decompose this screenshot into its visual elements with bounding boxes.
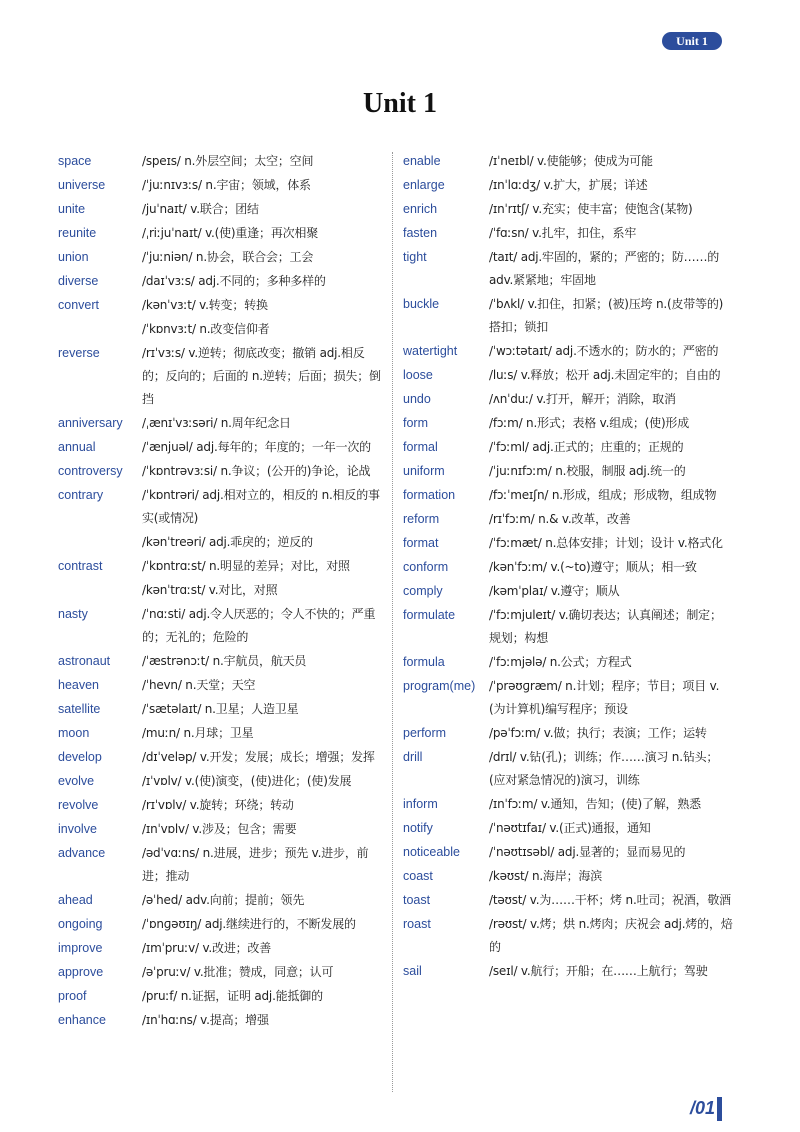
vocab-definition: /ˈjuːnɪvɜːs/ n.宇宙；领域，体系 — [142, 178, 311, 192]
vocab-word: comply — [403, 584, 443, 598]
vocab-entry — [58, 294, 388, 317]
vocab-definition: /ˈbʌkl/ v.扣住，扣紧；(被)压垮 n.(皮带等的)搭扣；锁扣 — [489, 297, 724, 334]
vocab-word: contrary — [58, 488, 104, 502]
vocab-word: enlarge — [403, 178, 445, 192]
vocab-definition: /ˈkɒntrɑːst/ n.明显的差异；对比，对照 — [142, 559, 350, 573]
vocab-entry — [58, 985, 388, 1008]
vocab-entry — [403, 508, 733, 531]
vocab-word: improve — [58, 941, 103, 955]
vocab-definition: /ˈwɔːtətaɪt/ adj.不透水的；防水的；严密的 — [489, 344, 719, 358]
vocab-definition: /rɪˈfɔːm/ n.& v.改革，改善 — [489, 512, 631, 526]
vocab-word: enable — [403, 154, 441, 168]
vocab-entry — [403, 913, 733, 959]
vocab-definition: /ˈnɑːsti/ adj.令人厌恶的；令人不快的；严重的；无礼的；危险的 — [142, 607, 376, 644]
vocab-entry — [403, 960, 733, 983]
vocab-word: heaven — [58, 678, 100, 692]
vocab-entry — [58, 913, 388, 936]
vocab-word: formal — [403, 440, 438, 454]
vocab-entry — [403, 580, 733, 603]
vocab-entry — [58, 937, 388, 960]
vocab-word: reverse — [58, 346, 100, 360]
vocab-entry — [58, 842, 388, 888]
vocab-word: satellite — [58, 702, 101, 716]
vocab-entry — [403, 246, 733, 292]
vocab-entry — [403, 889, 733, 912]
vocab-word: nasty — [58, 607, 88, 621]
vocab-entry — [403, 412, 733, 435]
vocab-definition: /fɔːm/ n.形式；表格 v.组成；(使)形成 — [489, 416, 690, 430]
vocab-word: noticeable — [403, 845, 460, 859]
vocab-word: universe — [58, 178, 106, 192]
vocab-definition: /pəˈfɔːm/ v.做；执行；表演；工作；运转 — [489, 726, 707, 740]
vocab-definition: /ˌænɪˈvɜːsəri/ n.周年纪念日 — [142, 416, 291, 430]
vocab-definition: /ˈnəʊtɪsəbl/ adj.显著的；显而易见的 — [489, 845, 686, 859]
vocab-definition: /rəʊst/ v.烤；烘 n.烤肉；庆祝会 adj.烤的，焙的 — [489, 917, 733, 954]
vocab-word: moon — [58, 726, 90, 740]
vocab-word: contrast — [58, 559, 103, 573]
vocab-entry — [58, 1009, 388, 1032]
vocab-entry — [58, 603, 388, 649]
vocab-entry — [58, 961, 388, 984]
vocab-word: involve — [58, 822, 97, 836]
vocab-entry — [403, 556, 733, 579]
vocab-entry — [58, 794, 388, 817]
column-divider — [392, 152, 393, 1092]
vocab-entry — [403, 222, 733, 245]
vocab-word: sail — [403, 964, 422, 978]
vocab-word: convert — [58, 298, 99, 312]
vocab-definition: /ˈhevn/ n.天堂；天空 — [142, 678, 256, 692]
vocab-entry — [403, 388, 733, 411]
vocab-definition: /ˈjuːnɪfɔːm/ n.校服，制服 adj.统一的 — [489, 464, 686, 478]
vocab-definition: /ɪnˈvɒlv/ v.涉及；包含；需要 — [142, 822, 297, 836]
vocab-word: proof — [58, 989, 87, 1003]
vocab-word: ongoing — [58, 917, 103, 931]
vocab-entry — [403, 746, 733, 792]
vocab-definition: /muːn/ n.月球；卫星 — [142, 726, 254, 740]
vocab-word: revolve — [58, 798, 99, 812]
vocab-entry — [58, 698, 388, 721]
vocab-definition: /ˈnəʊtɪfaɪ/ v.(正式)通报，通知 — [489, 821, 651, 835]
vocab-word: astronaut — [58, 654, 111, 668]
vocab-word: evolve — [58, 774, 95, 788]
vocab-word — [58, 579, 142, 602]
vocab-entry — [403, 865, 733, 888]
vocab-entry — [58, 818, 388, 841]
vocab-word: anniversary — [58, 416, 123, 430]
vocab-word: advance — [58, 846, 106, 860]
vocab-definition: /ˌriːjuˈnaɪt/ v.(使)重逢；再次相聚 — [142, 226, 319, 240]
vocab-entry — [403, 150, 733, 173]
vocab-definition: /speɪs/ n.外层空间；太空；空间 — [142, 154, 314, 168]
vocab-definition: /drɪl/ v.钻(孔)；训练；作……演习 n.钻头；(应对紧急情况的)演习，训练 — [489, 750, 719, 787]
vocab-definition: /ˈkɒnvɜːt/ n.改变信仰者 — [142, 322, 270, 336]
vocab-word: undo — [403, 392, 431, 406]
vocab-word: loose — [403, 368, 433, 382]
page-title: Unit 1 — [363, 88, 437, 119]
vocab-definition: /fɔːˈmeɪʃn/ n.形成，组成；形成物，组成物 — [489, 488, 717, 502]
vocab-entry — [403, 532, 733, 555]
vocab-definition: /ˈfɑːsn/ v.扎牢，扣住，系牢 — [489, 226, 637, 240]
vocab-word: formulate — [403, 608, 456, 622]
vocab-definition: /ˈfɔːml/ adj.正式的；庄重的；正规的 — [489, 440, 684, 454]
vocab-word: approve — [58, 965, 104, 979]
vocab-word: reunite — [58, 226, 97, 240]
vocab-entry — [58, 436, 388, 459]
vocab-definition: /juˈnaɪt/ v.联合；团结 — [142, 202, 259, 216]
vocab-word: perform — [403, 726, 447, 740]
vocab-entry — [403, 293, 733, 339]
vocab-entry — [58, 412, 388, 435]
vocab-entry — [58, 150, 388, 173]
vocab-definition: /ˈænjuəl/ adj.每年的；年度的；一年一次的 — [142, 440, 371, 454]
vocab-definition: /ɪnˈhɑːns/ v.提高；增强 — [142, 1013, 269, 1027]
vocab-definition: /təʊst/ v.为……干杯；烤 n.吐司；祝酒，敬酒 — [489, 893, 731, 907]
vocab-definition: /kəʊst/ n.海岸；海滨 — [489, 869, 603, 883]
vocab-definition: /ˈæstrənɔːt/ n.宇航员，航天员 — [142, 654, 307, 668]
vocab-entry — [403, 604, 733, 650]
vocab-definition: /ɪˈneɪbl/ v.使能够；使成为可能 — [489, 154, 653, 168]
vocab-word: inform — [403, 797, 438, 811]
vocab-word — [58, 531, 142, 554]
vocab-word: roast — [403, 917, 431, 931]
vocab-entry — [403, 198, 733, 221]
vocab-word: formation — [403, 488, 456, 502]
vocab-definition: /ˈkɒntrəri/ adj.相对立的，相反的 n.相反的事实(或情况) — [142, 488, 380, 525]
vocab-definition: /ʌnˈduː/ v.打开，解开；消除，取消 — [489, 392, 676, 406]
vocab-entry — [58, 174, 388, 197]
right-vocab-column — [403, 150, 733, 984]
vocab-word: notify — [403, 821, 433, 835]
vocab-word: ahead — [58, 893, 93, 907]
vocab-entry — [58, 889, 388, 912]
vocab-entry — [58, 531, 388, 554]
vocab-definition: /ɪnˈfɔːm/ v.通知，告知；(使)了解，熟悉 — [489, 797, 701, 811]
vocab-definition: /ˈkɒntrəvɜːsi/ n.争议；(公开的)争论，论战 — [142, 464, 371, 478]
vocab-definition: /seɪl/ v.航行；开船；在……上航行；驾驶 — [489, 964, 708, 978]
vocab-entry — [58, 270, 388, 293]
vocab-word: annual — [58, 440, 96, 454]
vocab-word: program(me) — [403, 679, 476, 693]
vocab-definition: /ˈfɔːmjuleɪt/ v.确切表达；认真阐述；制定；规划；构想 — [489, 608, 722, 645]
vocab-definition: /ˈɒnɡəʊɪŋ/ adj.继续进行的，不断发展的 — [142, 917, 356, 931]
vocab-definition: /kənˈtreəri/ adj.乖戾的；逆反的 — [142, 535, 313, 549]
vocab-definition: /ˈprəʊɡræm/ n.计划；程序；节目；项目 v.(为计算机)编写程序；预设 — [489, 679, 720, 716]
vocab-word: uniform — [403, 464, 445, 478]
vocab-entry — [403, 436, 733, 459]
left-vocab-column — [58, 150, 388, 1033]
vocab-entry — [58, 460, 388, 483]
vocab-word: drill — [403, 750, 423, 764]
vocab-definition: /ˈfɔːmæt/ n.总体安排；计划；设计 v.格式化 — [489, 536, 723, 550]
vocab-definition: /rɪˈvɒlv/ v.旋转；环绕；转动 — [142, 798, 294, 812]
vocab-definition: /kənˈtrɑːst/ v.对比，对照 — [142, 583, 278, 597]
unit-tab: Unit 1 — [662, 32, 722, 50]
vocab-word: space — [58, 154, 92, 168]
vocab-definition: /əˈhed/ adv.向前；提前；领先 — [142, 893, 305, 907]
vocab-definition: /əˈpruːv/ v.批准；赞成，同意；认可 — [142, 965, 334, 979]
vocab-entry — [58, 674, 388, 697]
vocab-definition: /ɪmˈpruːv/ v.改进；改善 — [142, 941, 272, 955]
vocab-definition: /dɪˈveləp/ v.开发；发展；成长；增强；发挥 — [142, 750, 375, 764]
vocab-word: coast — [403, 869, 433, 883]
vocab-word: union — [58, 250, 89, 264]
vocab-definition: /ˈfɔːmjələ/ n.公式；方程式 — [489, 655, 632, 669]
vocab-word: tight — [403, 250, 427, 264]
vocab-word: conform — [403, 560, 449, 574]
vocab-entry — [403, 722, 733, 745]
vocab-word — [58, 318, 142, 341]
vocab-entry — [403, 364, 733, 387]
vocab-definition: /rɪˈvɜːs/ v.逆转；彻底改变；撤销 adj.相反的；反向的；后面的 n.逆转；后面；损失；倒挡 — [142, 346, 381, 406]
vocab-word: unite — [58, 202, 86, 216]
vocab-word: fasten — [403, 226, 438, 240]
vocab-entry — [403, 340, 733, 363]
vocab-word: enrich — [403, 202, 438, 216]
vocab-word: diverse — [58, 274, 99, 288]
vocab-entry — [403, 793, 733, 816]
vocab-definition: /ˈsætəlaɪt/ n.卫星；人造卫星 — [142, 702, 299, 716]
page-number-bar — [717, 1097, 722, 1121]
vocab-word: reform — [403, 512, 440, 526]
vocab-entry — [403, 174, 733, 197]
vocab-word: controversy — [58, 464, 123, 478]
vocab-entry — [58, 246, 388, 269]
vocab-entry — [58, 722, 388, 745]
vocab-entry — [58, 484, 388, 530]
vocab-definition: /taɪt/ adj.牢固的，紧的；严密的；防……的 adv.紧紧地；牢固地 — [489, 250, 720, 287]
vocab-definition: /kəmˈplaɪ/ v.遵守；顺从 — [489, 584, 620, 598]
vocab-word: toast — [403, 893, 431, 907]
vocab-definition: /luːs/ v.释放；松开 adj.未固定牢的；自由的 — [489, 368, 721, 382]
vocab-word: buckle — [403, 297, 440, 311]
vocab-definition: /ədˈvɑːns/ n.进展，进步；预先 v.进步，前进；推动 — [142, 846, 369, 883]
vocab-entry — [58, 650, 388, 673]
vocab-entry — [58, 579, 388, 602]
vocab-entry — [58, 318, 388, 341]
vocab-entry — [403, 817, 733, 840]
vocab-word: enhance — [58, 1013, 106, 1027]
vocab-word: format — [403, 536, 439, 550]
vocab-definition: /ˈjuːniən/ n.协会，联合会；工会 — [142, 250, 314, 264]
vocab-entry — [58, 555, 388, 578]
vocab-entry — [403, 651, 733, 674]
vocab-definition: /pruːf/ n.证据，证明 adj.能抵御的 — [142, 989, 323, 1003]
vocab-entry — [58, 222, 388, 245]
vocab-definition: /ɪnˈrɪtʃ/ v.充实；使丰富；使饱含(某物) — [489, 202, 693, 216]
page-number: /01 — [690, 1098, 716, 1118]
vocab-definition: /ɪˈvɒlv/ v.(使)演变，(使)进化；(使)发展 — [142, 774, 352, 788]
vocab-word: watertight — [403, 344, 458, 358]
vocab-entry — [403, 484, 733, 507]
vocab-definition: /kənˈfɔːm/ v.(~to)遵守；顺从；相一致 — [489, 560, 697, 574]
vocab-word: develop — [58, 750, 102, 764]
vocab-entry — [58, 342, 388, 411]
vocab-entry — [58, 198, 388, 221]
vocab-definition: /kənˈvɜːt/ v.转变；转换 — [142, 298, 268, 312]
vocab-definition: /ɪnˈlɑːdʒ/ v.扩大，扩展；详述 — [489, 178, 648, 192]
vocab-word: form — [403, 416, 428, 430]
vocab-word: formula — [403, 655, 445, 669]
vocab-entry — [403, 675, 733, 721]
vocab-entry — [58, 770, 388, 793]
vocab-entry — [403, 841, 733, 864]
vocab-definition: /daɪˈvɜːs/ adj.不同的；多种多样的 — [142, 274, 326, 288]
vocab-entry — [403, 460, 733, 483]
vocab-entry — [58, 746, 388, 769]
